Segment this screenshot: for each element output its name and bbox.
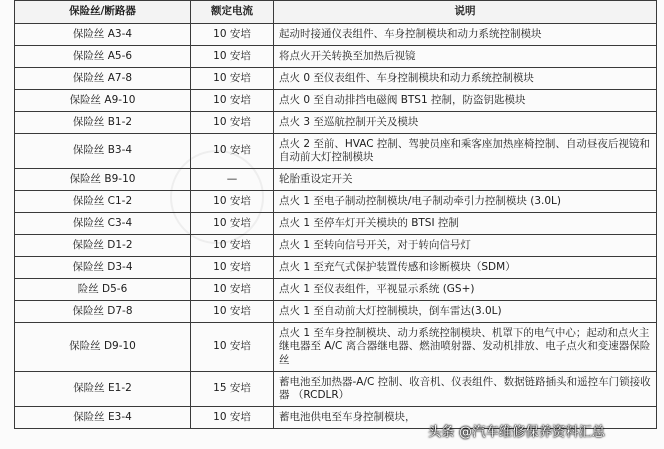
fuse-cell: 保险丝 A3-4 [15, 24, 191, 46]
fuse-cell: 保险丝 C3-4 [15, 213, 191, 235]
table-row [15, 112, 657, 134]
description-cell: 点火 1 至充气式保护装置传感和诊断模块（SDM） [274, 257, 657, 279]
header-current: 额定电流 [191, 1, 274, 24]
description-cell: 点火 1 至车身控制模块、动力系统控制模块、机罩下的电气中心；起动和点火主继电器至 A/C 离合器继电器、燃油喷射器、发动机排放、电子点火和变速器保险丝 [274, 323, 657, 372]
description-cell: 点火 1 至转向信号开关，对于转向信号灯 [274, 235, 657, 257]
current-cell: 10 安培 [191, 257, 274, 279]
description-cell: 起动时接通仪表组件、车身控制模块和动力系统控制模块 [274, 24, 657, 46]
current-cell: 10 安培 [191, 213, 274, 235]
table-row [15, 301, 657, 323]
fuse-cell: 保险丝 E1-2 [15, 372, 191, 407]
fuse-cell: 保险丝 A7-8 [15, 68, 191, 90]
description-cell: 轮胎重设定开关 [274, 169, 657, 191]
table-row [15, 68, 657, 90]
current-cell: 10 安培 [191, 407, 274, 429]
watermark-text: 头条 @汽车维修保养资料汇总 [428, 425, 606, 440]
fuse-cell: 保险丝 A9-10 [15, 90, 191, 112]
table-row [15, 46, 657, 68]
description-cell: 将点火开关转换至加热后视镜 [274, 46, 657, 68]
description-cell: 点火 3 至巡航控制开关及模块 [274, 112, 657, 134]
current-cell: — [191, 169, 274, 191]
fuse-cell: 保险丝 A5-6 [15, 46, 191, 68]
fuse-table [14, 0, 657, 429]
current-cell: 15 安培 [191, 372, 274, 407]
current-cell: 10 安培 [191, 46, 274, 68]
table-row [15, 235, 657, 257]
fuse-cell: 保险丝 E3-4 [15, 407, 191, 429]
fuse-cell: 保险丝 D7-8 [15, 301, 191, 323]
table-row [15, 279, 657, 301]
current-cell: 10 安培 [191, 323, 274, 372]
current-cell: 10 安培 [191, 90, 274, 112]
table-row [15, 134, 657, 169]
current-cell: 10 安培 [191, 235, 274, 257]
description-cell: 点火 1 至停车灯开关模块的 BTSI 控制 [274, 213, 657, 235]
description-cell: 点火 1 至自动前大灯控制模块，倒车雷达(3.0L) [274, 301, 657, 323]
description-cell: 点火 0 至仪表组件、车身控制模块和动力系统控制模块 [274, 68, 657, 90]
fuse-cell: 保险丝 C1-2 [15, 191, 191, 213]
current-cell: 10 安培 [191, 134, 274, 169]
table-row [15, 323, 657, 372]
header-description: 说明 [274, 1, 657, 24]
current-cell: 10 安培 [191, 68, 274, 90]
description-cell: 蓄电池供电至车身控制模块， [274, 407, 657, 429]
description-cell: 点火 0 至自动排挡电磁阀 BTS1 控制，防盗钥匙模块 [274, 90, 657, 112]
fuse-cell: 保险丝 B3-4 [15, 134, 191, 169]
table-row [15, 169, 657, 191]
fuse-cell: 保险丝 D1-2 [15, 235, 191, 257]
table-row [15, 257, 657, 279]
table-row [15, 24, 657, 46]
table-row [15, 213, 657, 235]
table-row [15, 191, 657, 213]
fuse-cell: 保险丝 B9-10 [15, 169, 191, 191]
current-cell: 10 安培 [191, 191, 274, 213]
table-header-row [15, 1, 657, 24]
fuse-cell: 保险丝 D9-10 [15, 323, 191, 372]
current-cell: 10 安培 [191, 301, 274, 323]
header-fuse: 保险丝/断路器 [15, 1, 191, 24]
description-cell: 点火 2 至前、HVAC 控制、驾驶员座和乘客座加热座椅控制、自动昼夜后视镜和自动前大灯控制模块 [274, 134, 657, 169]
description-cell: 点火 1 至仪表组件，平视显示系统 (GS+) [274, 279, 657, 301]
description-cell: 蓄电池至加热器-A/C 控制、收音机、仪表组件、数据链路插头和遥控车门锁接收器 （RCDLR） [274, 372, 657, 407]
fuse-cell: 保险丝 D3-4 [15, 257, 191, 279]
table-row [15, 90, 657, 112]
description-cell: 点火 1 至电子制动控制模块/电子制动牵引力控制模块 (3.0L) [274, 191, 657, 213]
fuse-cell: 险丝 D5-6 [15, 279, 191, 301]
fuse-cell: 保险丝 B1-2 [15, 112, 191, 134]
current-cell: 10 安培 [191, 24, 274, 46]
table-row [15, 372, 657, 407]
current-cell: 10 安培 [191, 279, 274, 301]
current-cell: 10 安培 [191, 112, 274, 134]
